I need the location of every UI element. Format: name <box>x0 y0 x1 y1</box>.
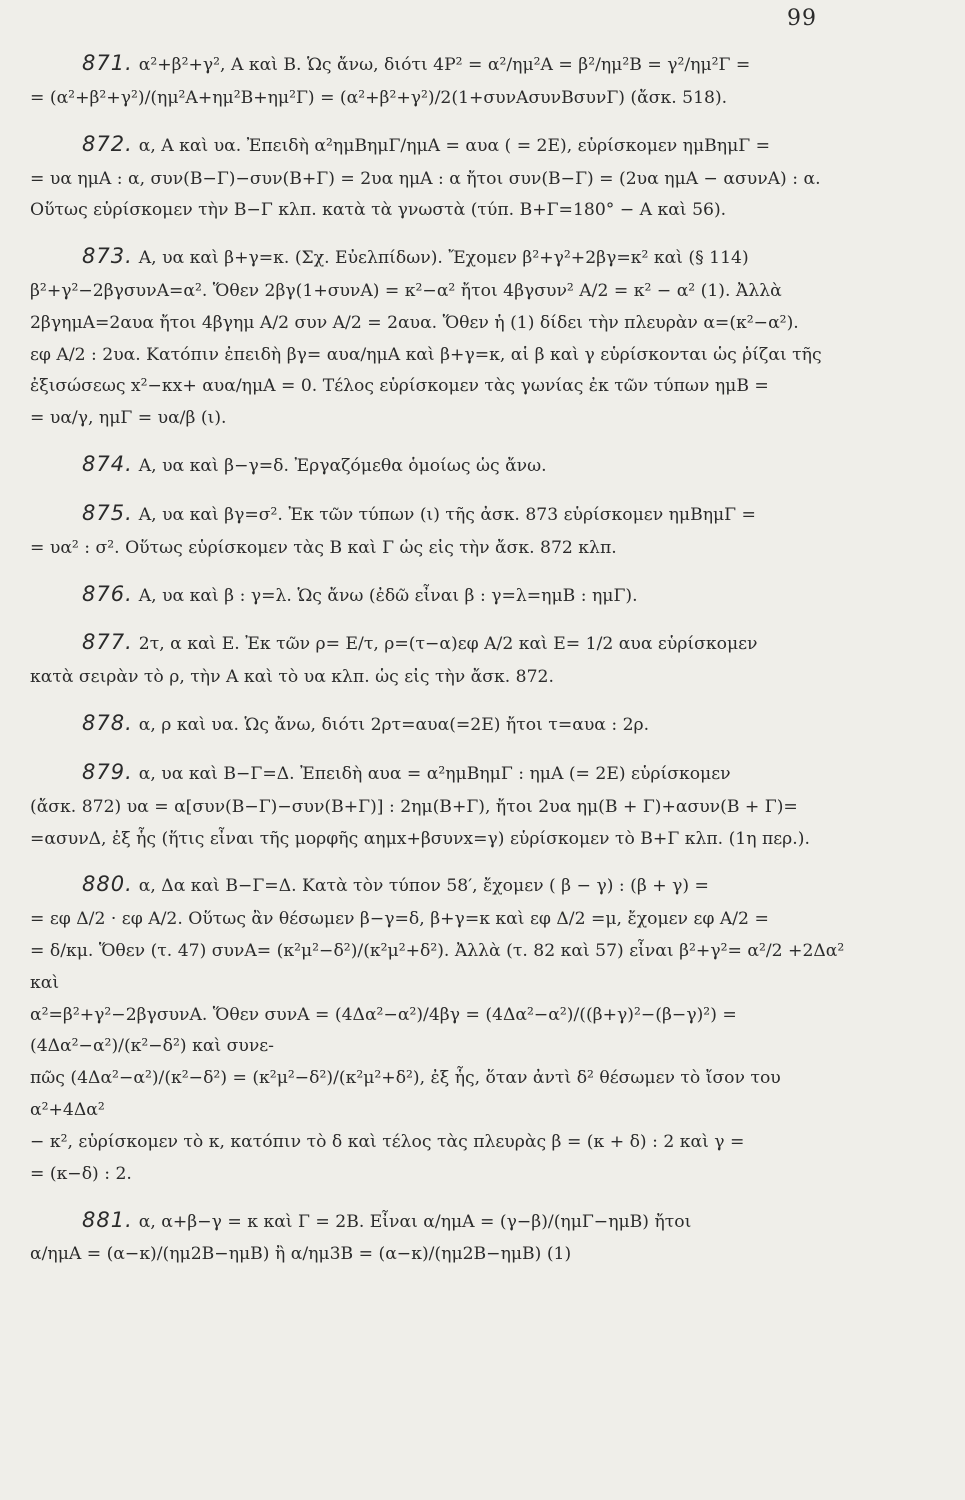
problem-text-line: α, Δα καὶ Β−Γ=Δ. Κατὰ τὸν τύπον 58′, ἔχομεν ( β − γ) : (β + γ) = <box>138 876 709 897</box>
problem-874 <box>30 445 845 484</box>
problem-text-line: 2τ, α καὶ Ε. Ἐκ τῶν ρ= Ε/τ, ρ=(τ−α)εφ Α/2 καὶ Ε= 1/2 αυα εὑρίσκομεν <box>138 634 758 655</box>
problem-text-line: εφ Α/2 : 2υα. Κατόπιν ἐπειδὴ βγ= αυα/ημΑ καὶ β+γ=κ, αἱ β καὶ γ εὑρίσκονται ὡς ῥίζαι τῆς <box>30 344 822 365</box>
problem-number: 873. <box>82 244 133 269</box>
problem-876 <box>30 575 845 614</box>
problem-879 <box>30 753 845 855</box>
problem-872 <box>30 125 845 227</box>
page-number: 99 <box>787 6 817 31</box>
problem-text-line: α, υα καὶ Β−Γ=Δ. Ἐπειδὴ αυα = α²ημΒημΓ : ημΑ (= 2Ε) εὑρίσκομεν <box>138 763 731 784</box>
problem-number: 875. <box>82 500 133 525</box>
problem-number: 877. <box>82 630 133 655</box>
problem-number: 881. <box>82 1207 133 1232</box>
problem-877 <box>30 623 845 694</box>
problem-number: 876. <box>82 581 133 606</box>
problem-text-line: − κ², εὑρίσκομεν τὸ κ, κατόπιν τὸ δ καὶ τέλος τὰς πλευρὰς β = (κ + δ) : 2 καὶ γ = <box>30 1131 745 1152</box>
problem-text-line: = εφ Δ/2 · εφ Α/2. Οὕτως ἂν θέσωμεν β−γ=δ, β+γ=κ καὶ εφ Δ/2 =μ, ἔχομεν εφ Α/2 = <box>30 909 769 930</box>
problem-text-line: α²=β²+γ²−2βγσυνΑ. Ὅθεν συνΑ = (4Δα²−α²)/4βγ = (4Δα²−α²)/((β+γ)²−(β−γ)²) = (4Δα²−α²)/(κ²−δ²) καὶ συνε- <box>30 1004 737 1057</box>
problem-text-line: = (α²+β²+γ²)/(ημ²Α+ημ²Β+ημ²Γ) = (α²+β²+γ²)/2(1+συνΑσυνΒσυνΓ) (ἄσκ. 518). <box>30 87 728 108</box>
problem-text-line: 2βγημΑ=2αυα ἤτοι 4βγημ Α/2 συν Α/2 = 2αυα. Ὅθεν ἡ (1) δίδει τὴν πλευρὰν α=(κ²−α²). <box>30 312 799 333</box>
problem-text-line: = υα² : σ². Οὕτως εὑρίσκομεν τὰς Β καὶ Γ ὡς εἰς τὴν ἄσκ. 872 κλπ. <box>30 537 617 558</box>
problem-text-line: Α, υα καὶ β−γ=δ. Ἐργαζόμεθα ὁμοίως ὡς ἄνω. <box>138 456 547 477</box>
problem-text-line: Α, υα καὶ βγ=σ². Ἐκ τῶν τύπων (ι) τῆς ἀσκ. 873 εὑρίσκομεν ημΒημΓ = <box>138 504 756 525</box>
problem-text-line: α, α+β−γ = κ καὶ Γ = 2Β. Εἶναι α/ημΑ = (γ−β)/(ημΓ−ημΒ) ἤτοι <box>138 1211 692 1232</box>
problem-text-line: α, ρ καὶ υα. Ὡς ἄνω, διότι 2ρτ=αυα(=2Ε) ἤτοι τ=αυα : 2ρ. <box>138 715 650 736</box>
problem-text-line: (ἄσκ. 872) υα = α[συν(Β−Γ)−συν(Β+Γ)] : 2ημ(Β+Γ), ἤτοι 2υα ημ(Β + Γ)+ασυν(Β + Γ)= <box>30 796 798 817</box>
problem-text-line: α²+β²+γ², Α καὶ Β. Ὡς ἄνω, διότι 4Ρ² = α²/ημ²Α = β²/ημ²Β = γ²/ημ²Γ = <box>138 55 751 75</box>
problem-text-line: Οὕτως εὑρίσκομεν τὴν Β−Γ κλπ. κατὰ τὰ γνωστὰ (τύπ. Β+Γ=180° − Α καὶ 56). <box>30 200 727 221</box>
problem-text-line: β²+γ²−2βγσυνΑ=α². Ὅθεν 2βγ(1+συνΑ) = κ²−α² ἤτοι 4βγσυν² Α/2 = κ² − α² (1). Ἀλλὰ <box>30 280 782 301</box>
problem-text-line: πῶς (4Δα²−α²)/(κ²−δ²) = (κ²μ²−δ²)/(κ²μ²+δ²), ἐξ ἧς, ὅταν ἀντὶ δ² θέσωμεν τὸ ἴσον του α²+4Δα² <box>30 1068 781 1121</box>
problem-number: 878. <box>82 711 133 736</box>
problem-text-line: = υα ημΑ : α, συν(Β−Γ)−συν(Β+Γ) = 2υα ημΑ : α ἤτοι συν(Β−Γ) = (2υα ημΑ − ασυνΑ) : α. <box>30 168 821 189</box>
problem-text-line: = υα/γ, ημΓ = υα/β (ι). <box>30 408 227 429</box>
problem-881 <box>30 1201 845 1272</box>
problem-number: 879. <box>82 759 133 784</box>
problem-text-line: =ασυνΔ, ἐξ ἧς (ἥτις εἶναι τῆς μορφῆς αημx+βσυνx=γ) εὑρίσκομεν τὸ Β+Γ κλπ. (1η περ.). <box>30 828 810 849</box>
problem-text-line: ἐξισώσεως x²−κx+ αυα/ημΑ = 0. Τέλος εὑρίσκομεν τὰς γωνίας ἐκ τῶν τύπων ημΒ = <box>30 376 769 397</box>
problem-880 <box>30 865 845 1190</box>
problem-871 <box>30 44 845 115</box>
problem-875 <box>30 494 845 565</box>
problem-text-line: = (κ−δ) : 2. <box>30 1163 132 1184</box>
problem-text-line: = δ/κμ. Ὅθεν (τ. 47) συνΑ= (κ²μ²−δ²)/(κ²μ²+δ²). Ἀλλὰ (τ. 82 καὶ 57) εἶναι β²+γ²= α²/2 +2Δα² καὶ <box>30 941 845 993</box>
problem-878 <box>30 704 845 743</box>
problem-text-line: κατὰ σειρὰν τὸ ρ, τὴν Α καὶ τὸ υα κλπ. ὡς εἰς τὴν ἄσκ. 872. <box>30 667 554 688</box>
problem-text-line: α, Α καὶ υα. Ἐπειδὴ α²ημΒημΓ/ημΑ = αυα ( = 2Ε), εὑρίσκομεν ημΒημΓ = <box>138 135 771 156</box>
problem-873 <box>30 237 845 435</box>
problem-number: 871. <box>82 51 133 75</box>
problem-text-line: α/ημΑ = (α−κ)/(ημ2Β−ημΒ) ἢ α/ημ3Β = (α−κ)/(ημ2Β−ημΒ) (1) <box>30 1244 572 1265</box>
problem-text-line: Α, υα καὶ β : γ=λ. Ὡς ἄνω (ἐδῶ εἶναι β : γ=λ=ημΒ : ημΓ). <box>138 585 638 606</box>
page-body <box>30 44 845 1281</box>
problem-text-line: Α, υα καὶ β+γ=κ. (Σχ. Εὐελπίδων). Ἔχομεν β²+γ²+2βγ=κ² καὶ (§ 114) <box>138 248 749 269</box>
problem-number: 874. <box>82 452 133 477</box>
problem-number: 880. <box>82 872 133 897</box>
problem-number: 872. <box>82 131 133 156</box>
